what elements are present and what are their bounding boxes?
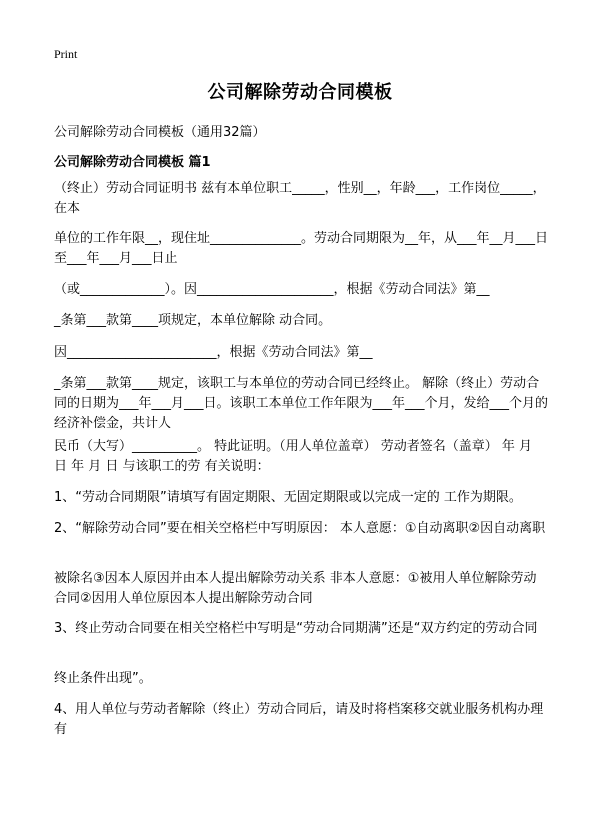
section-heading: 公司解除劳动合同模板 篇1: [54, 155, 211, 170]
document-title: 公司解除劳动合同模板: [207, 82, 393, 103]
paragraph: 1、“劳动合同期限”请填写有固定期限、无固定期限或以完成一定的 工作为期限。: [54, 490, 522, 505]
paragraph: 民币（大写）__________。 特此证明。（用人单位盖章） 劳动者签名（盖章） 年 月 日 年 月 日 与该职工的劳 有关说明：: [54, 439, 537, 474]
paragraph: 3、终止劳动合同要在相关空格栏中写明是“劳动合同期满”还是“双方约定的劳动合同: [54, 621, 538, 636]
paragraph: 因_______________________，根据《劳动合同法》第__: [54, 345, 373, 360]
paragraph: 单位的工作年限__，现住址______________。劳动合同期限为__年，从___年__月___日至___年___月___日止: [54, 231, 549, 266]
paragraph: 2、“解除劳动合同”要在相关空格栏中写明原因： 本人意愿：①自动离职②因自动离职: [54, 521, 546, 536]
paragraph: 被除名③因本人原因并由本人提出解除劳动关系 非本人意愿：①被用人单位解除劳动合同②因用人单位原因本人提出解除劳动合同: [54, 571, 537, 606]
paragraph: _条第___款第____项规定，本单位解除 动合同。: [54, 313, 332, 328]
paragraph: （或_____________）。因_____________________，根据《劳动合同法》第__: [54, 282, 490, 297]
print-label: Print: [54, 47, 78, 61]
paragraph: 4、用人单位与劳动者解除（终止）劳动合同后，请及时将档案移交就业服务机构办理有: [54, 702, 544, 737]
paragraph: _条第___款第____规定，该职工与本单位的劳动合同已经终止。 解除（终止）劳动合同的日期为___年___月___日。该职工本单位工作年限为___年___个月，发给___个月的经济补偿金，共计人: [54, 376, 549, 431]
paragraph: 终止条件出现”。: [54, 671, 152, 686]
document-subtitle: 公司解除劳动合同模板（通用32篇）: [54, 125, 266, 140]
paragraph: （终止）劳动合同证明书 兹有本单位职工_____，性别__，年龄___，工作岗位_____，在本: [54, 181, 546, 216]
